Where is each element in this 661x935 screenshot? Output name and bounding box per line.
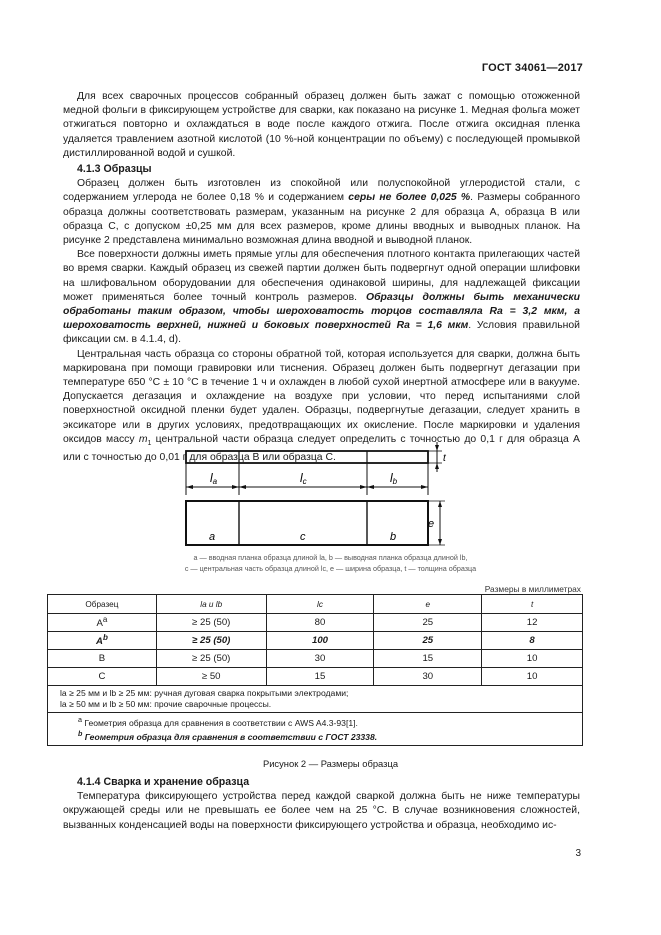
- t-label: t: [443, 453, 446, 464]
- table-row: $A^b$ ≥ 25 (50) 100 25 8: [48, 632, 583, 650]
- note-manual-welding: la ≥ 25 мм и lb ≥ 25 мм: ручная дуговая сварка покрытыми электродами;: [60, 688, 349, 698]
- table-header-row: [48, 595, 583, 614]
- surface-requirements-paragraph: Все поверхности должны иметь прямые углы для обеспечения плотного контакта прилегающих частей во время сварки. Каждый образец из свежей партии должен быть подвергнут одной операции шлифовки на шлифовальном оборудовании для обеспечения одинаковой ширины, для надлежащей фиксации может применяться более точный контроль размеров. Образцы должны быть механически обработаны таким образом, чтобы шероховатость торцов составляла Ra = 3,2 мкм, а шероховатость верхней, нижней и боковых поверхностей Ra = 1,6 мкм. Условия правильной фиксации см. в 4.1.4, d).: [63, 249, 580, 346]
- body-text: [63, 90, 580, 465]
- dimensions-table: [47, 594, 583, 746]
- degassing-paragraph: Центральная часть образца со стороны обратной той, которая используется для сварки, должна быть маркирована при помощи гравировки или тиснения. Образец должен быть подвергнут дегазации при температуре 650 °С ± 10 °С в течение 1 ч и охлажден в любой сухой инертной атмосфере или в вакууме. Допускается дегазация и охлаждение на воздухе при условии, что перед испытаниями слой поверхностной оксидной пленки будет удален. Образцы, подвергнутые дегазации, следует хранить в эксикаторе или в других условиях, предотвращающих их окисление. После маркировки и удаления оксидов массу $m_1$ центральной части образца следует определить с точностью до 0,1 г для образца А или с точностью до 0,01 г для образца В или образца С.: [63, 348, 580, 464]
- c-label: c: [300, 531, 306, 543]
- lb-label: lb: [390, 471, 398, 486]
- e-label: e: [428, 518, 435, 530]
- footnote-a: $^a$ Геометрия образца для сравнения в соответствии с AWS A4.3-93[1].: [78, 716, 358, 728]
- section-heading-4-1-3: 4.1.3 Образцы: [77, 163, 152, 176]
- table-row: C ≥ 50 15 30 10: [48, 668, 583, 686]
- intro-paragraph: Для всех сварочных процессов собранный образец должен быть зажат с помощью отожженной медной фольги в фиксирующем устройстве для сварки, как показано на рисунке 1. Медная фольга может отжигаться повторно и охлаждаться в воде после каждого отжига. После отжига оксидная пленка удаляется травлением азотной кислотой (10 %-ной концентрации по объему) с последующей промывкой дистиллированной водой и сушкой.: [63, 91, 580, 159]
- header-cell: t: [482, 595, 583, 614]
- table-notes-row: [48, 686, 583, 713]
- section-4-1-4: [63, 774, 580, 833]
- footnote-b: $^b$ Геометрия образца для сравнения в соответствии с ГОСТ 23338.: [78, 729, 378, 742]
- specimen-top-outline: [186, 451, 428, 463]
- table-row: B ≥ 25 (50) 30 15 10: [48, 650, 583, 668]
- page-number: 3: [575, 848, 581, 859]
- table-row: $A^a$ ≥ 25 (50) 80 25 12: [48, 614, 583, 632]
- b-label: b: [390, 531, 397, 543]
- specimen-drawing: [0, 440, 661, 550]
- units-note: Размеры в миллиметрах: [484, 584, 581, 594]
- a-label: a: [209, 531, 216, 543]
- la-label: la: [210, 471, 218, 486]
- welding-storage-paragraph: Температура фиксирующего устройства перед каждой сваркой должна быть не ниже температуры окружающей среды или не превышать ее более чем на 25 °С. В случае возникновения сложностей, вызванных конденсацией воды на поверхности фиксирующего устройства и образца, необходимо ис-: [63, 791, 580, 831]
- section-heading-4-1-4: 4.1.4 Сварка и хранение образца: [77, 776, 250, 788]
- legend-line-1: a — вводная планка образца длиной la, b — выводная планка образца длиной lb,: [193, 553, 468, 562]
- table-footnotes-row: [48, 713, 583, 746]
- figure-caption: Рисунок 2 — Размеры образца: [262, 758, 399, 769]
- lc-label: lc: [300, 471, 307, 486]
- specimen-material-paragraph: Образец должен быть изготовлен из спокойной или полуспокойной углеродистой стали, с содержанием углерода не более 0,18 % и содержанием серы не более 0,025 %. Размеры собранного образца должны соответствовать размерам, указанным на рисунке 2 для образца А, образца В или образца С, с допуском ±0,25 мм для всех размеров, кроме длины вводных и выводных планок. На рисунке 2 представлена минимально возможная длина вводной и выводной планок.: [63, 178, 580, 247]
- note-other-processes: la ≥ 50 мм и lb ≥ 50 мм: прочие сварочные процессы.: [60, 699, 272, 709]
- header-cell: la и lb: [156, 595, 266, 614]
- document-id: ГОСТ 34061—2017: [481, 62, 583, 74]
- header-cell: Образец: [48, 595, 157, 614]
- legend-line-2: c — центральная часть образца длиной lc, e — ширина образца, t — толщина образца: [184, 564, 477, 573]
- header-cell: e: [374, 595, 482, 614]
- header-cell: lc: [266, 595, 374, 614]
